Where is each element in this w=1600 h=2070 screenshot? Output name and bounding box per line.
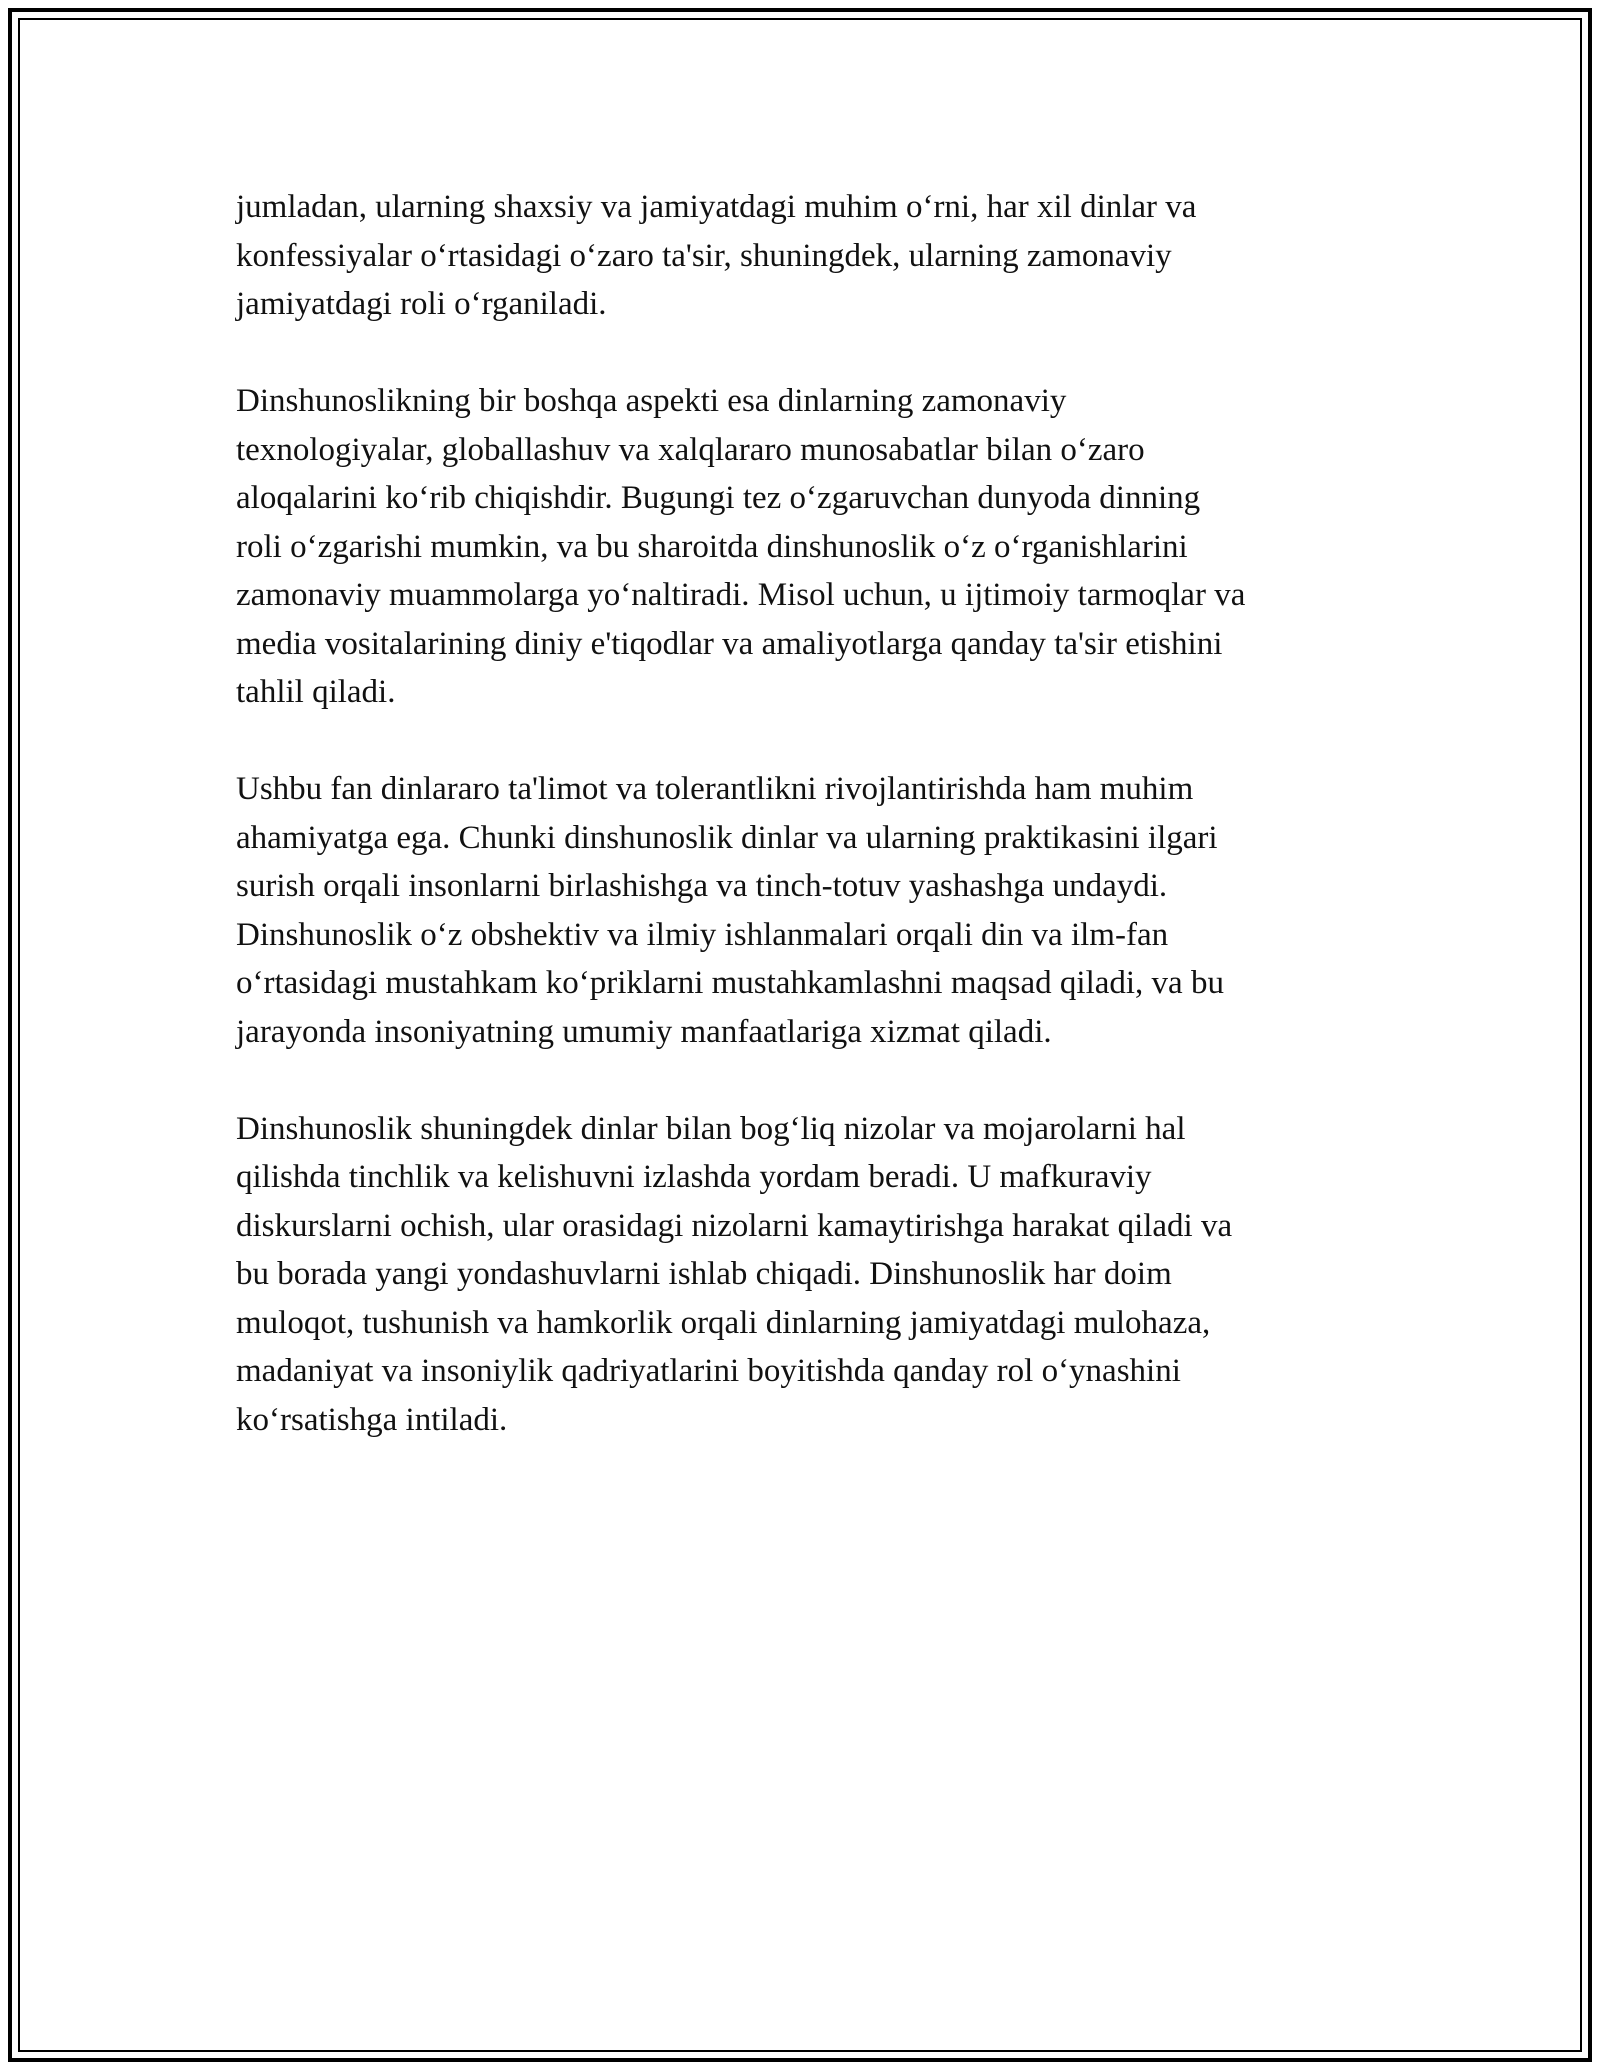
paragraph-3: Ushbu fan dinlararo ta'limot va tolerantlikni rivojlantirishda ham muhim ahamiyatga ega. Chunki dinshunoslik dinlar va ularning praktikasini ilgari surish orqali insonlarni birlashishga va tinch-totuv yashashga undaydi. Dinshunoslik o‘z obshektiv va ilmiy ishlanmalari orqali din va ilm-fan o‘rtasidagi mustahkam ko‘priklarni mustahkamlashni maqsad qiladi, va bu jarayonda insoniyatning umumiy manfaatlariga xizmat qiladi. — [236, 771, 1224, 1050]
paragraph-1: jumladan, ularning shaxsiy va jamiyatdagi muhim o‘rni, har xil dinlar va konfessiyalar o‘rtasidagi o‘zaro ta'sir, shuningdek, ularning zamonaviy jamiyatdagi roli o‘rganiladi. — [236, 189, 1197, 322]
document-body — [236, 183, 1366, 1493]
paragraph-2: Dinshunoslikning bir boshqa aspekti esa dinlarning zamonaviy texnologiyalar, globallashuv va xalqlararo munosabatlar bilan o‘zaro aloqalarini ko‘rib chiqishdir. Bugungi tez o‘zgaruvchan dunyoda dinning roli o‘zgarishi mumkin, va bu sharoitda dinshunoslik o‘z o‘rganishlarini zamonaviy muammolarga yo‘naltiradi. Misol uchun, u ijtimoiy tarmoqlar va media vositalarining diniy e'tiqodlar va amaliyotlarga qanday ta'sir etishini tahlil qiladi. — [236, 383, 1246, 710]
paragraph-4: Dinshunoslik shuningdek dinlar bilan bog‘liq nizolar va mojarolarni hal qilishda tinchlik va kelishuvni izlashda yordam beradi. U mafkuraviy diskurslarni ochish, ular orasidagi nizolarni kamaytirishga harakat qiladi va bu borada yangi yondashuvlarni ishlab chiqadi. Dinshunoslik har doim muloqot, tushunish va hamkorlik orqali dinlarning jamiyatdagi mulohaza, madaniyat va insoniylik qadriyatlarini boyitishda qanday rol o‘ynashini ko‘rsatishga intiladi. — [236, 1110, 1233, 1438]
